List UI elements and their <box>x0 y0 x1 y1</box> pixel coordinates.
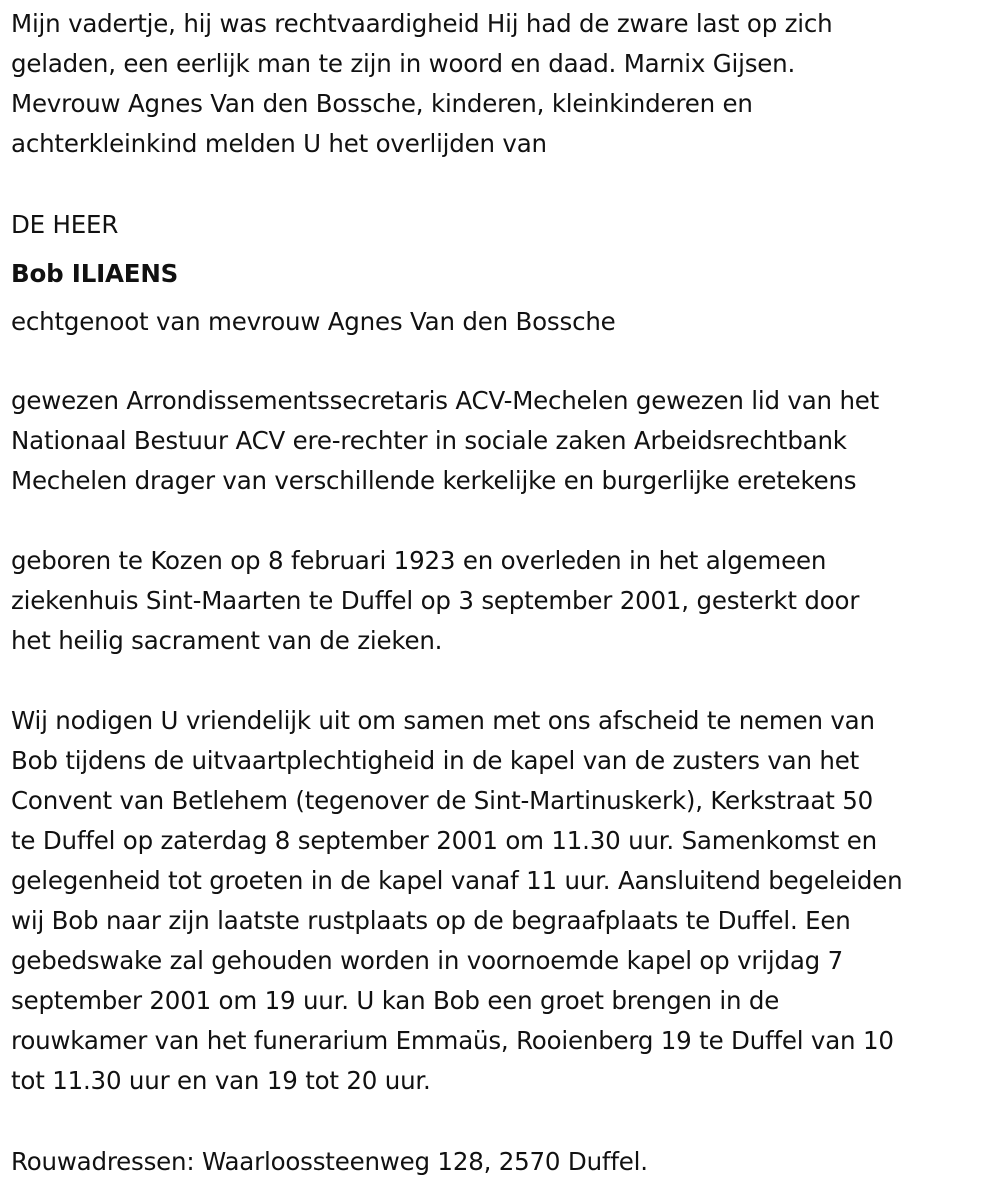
intro-line: Mevrouw Agnes Van den Bossche, kinderen, kleinkinderen en <box>11 89 753 118</box>
birth-death-line: ziekenhuis Sint-Maarten te Duffel op 3 september 2001, gesterkt door <box>11 586 860 615</box>
spouse-line: echtgenoot van mevrouw Agnes Van den Bossche <box>11 307 616 336</box>
ceremony-line: wij Bob naar zijn laatste rustplaats op de begraafplaats te Duffel. Een <box>11 906 851 935</box>
title-prefix: DE HEER <box>11 210 119 239</box>
ceremony-line: gelegenheid tot groeten in de kapel vanaf 11 uur. Aansluitend begeleiden <box>11 866 903 895</box>
ceremony-line: gebedswake zal gehouden worden in voornoemde kapel op vrijdag 7 <box>11 946 843 975</box>
ceremony-line: te Duffel op zaterdag 8 september 2001 om 11.30 uur. Samenkomst en <box>11 826 877 855</box>
ceremony-line: september 2001 om 19 uur. U kan Bob een groet brengen in de <box>11 986 780 1015</box>
ceremony-line: Convent van Betlehem (tegenover de Sint-Martinuskerk), Kerkstraat 50 <box>11 786 873 815</box>
birth-death-line: het heilig sacrament van de zieken. <box>11 626 443 655</box>
intro-line: geladen, een eerlijk man te zijn in woord en daad. Marnix Gijsen. <box>11 49 796 78</box>
ceremony-line: Wij nodigen U vriendelijk uit om samen met ons afscheid te nemen van <box>11 706 875 735</box>
ceremony-line: rouwkamer van het funerarium Emmaüs, Rooienberg 19 te Duffel van 10 <box>11 1026 894 1055</box>
ceremony-line: Bob tijdens de uitvaartplechtigheid in de kapel van de zusters van het <box>11 746 860 775</box>
career-line: Nationaal Bestuur ACV ere-rechter in sociale zaken Arbeidsrechtbank <box>11 426 847 455</box>
mourning-address: Rouwadressen: Waarloossteenweg 128, 2570 Duffel. <box>11 1147 648 1176</box>
career-line: Mechelen drager van verschillende kerkelijke en burgerlijke eretekens <box>11 466 857 495</box>
deceased-name: Bob ILIAENS <box>11 259 179 288</box>
intro-line: Mijn vadertje, hij was rechtvaardigheid Hij had de zware last op zich <box>11 9 833 38</box>
birth-death-line: geboren te Kozen op 8 februari 1923 en overleden in het algemeen <box>11 546 827 575</box>
intro-line: achterkleinkind melden U het overlijden van <box>11 129 547 158</box>
ceremony-line: tot 11.30 uur en van 19 tot 20 uur. <box>11 1066 431 1095</box>
career-line: gewezen Arrondissementssecretaris ACV-Mechelen gewezen lid van het <box>11 386 880 415</box>
